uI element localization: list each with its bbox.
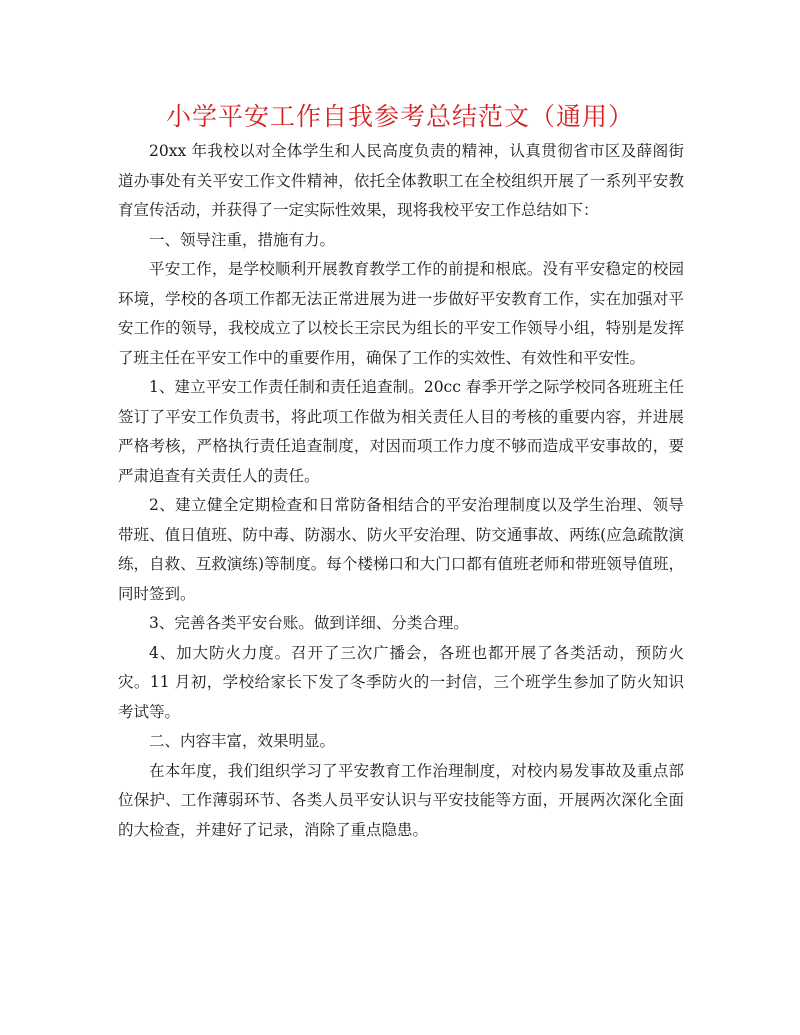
document-title: 小学平安工作自我参考总结范文（通用） [165,102,634,131]
paragraph-item-2: 2、建立健全定期检查和日常防备相结合的平安治理制度以及学生治理、领导带班、值日值班、防中毒、防溺水、防火平安治理、防交通事故、两练(应急疏散演练，自救、互救演练)等制度。每个楼梯口和大门口都有值班老师和带班领导值班，同时签到。 [118,496,684,603]
paragraph-item-3: 3、完善各类平安台账。做到详细、分类合理。 [149,614,469,632]
document-body [118,137,684,845]
paragraph-intro: 20xx 年我校以对全体学生和人民高度负责的精神，认真贯彻省市区及薛阁街道办事处有关平安工作文件精神，依托全体教职工在全校组织开展了一系列平安教育宣传活动，并获得了一定实际性效果，现将我校平安工作总结如下： [118,142,684,219]
paragraph: 在本年度，我们组织学习了平安教育工作治理制度，对校内易发事故及重点部位保护、工作薄弱环节、各类人员平安认识与平安技能等方面，开展两次深化全面的大检查，并建好了记录，消除了重点隐患。 [118,761,684,839]
section-heading-2: 二、内容丰富，效果明显。 [149,732,336,750]
section-heading-1: 一、领导注重，措施有力。 [149,230,336,249]
paragraph: 平安工作，是学校顺利开展教育教学工作的前提和根底。没有平安稳定的校园环境，学校的各项工作都无法正常进展为进一步做好平安教育工作，实在加强对平安工作的领导，我校成立了以校长王宗民为组长的平安工作领导小组，特别是发挥了班主任在平安工作中的重要作用，确保了工作的实效性、有效性和平安性。 [118,260,684,367]
paragraph-item-4: 4、加大防火力度。召开了三次广播会，各班也都开展了各类活动，预防火灾。11 月初，学校给家长下发了冬季防火的一封信，三个班学生参加了防火知识考试等。 [118,643,684,721]
paragraph-item-1: 1、建立平安工作责任制和责任追查制。20cc 春季开学之际学校同各班班主任签订了平安工作负责书，将此项工作做为相关责任人目的考核的重要内容，并进展严格考核，严格执行责任追查制度，对因而项工作力度不够而造成平安事故的，要严肃追查有关责任人的责任。 [118,378,684,485]
